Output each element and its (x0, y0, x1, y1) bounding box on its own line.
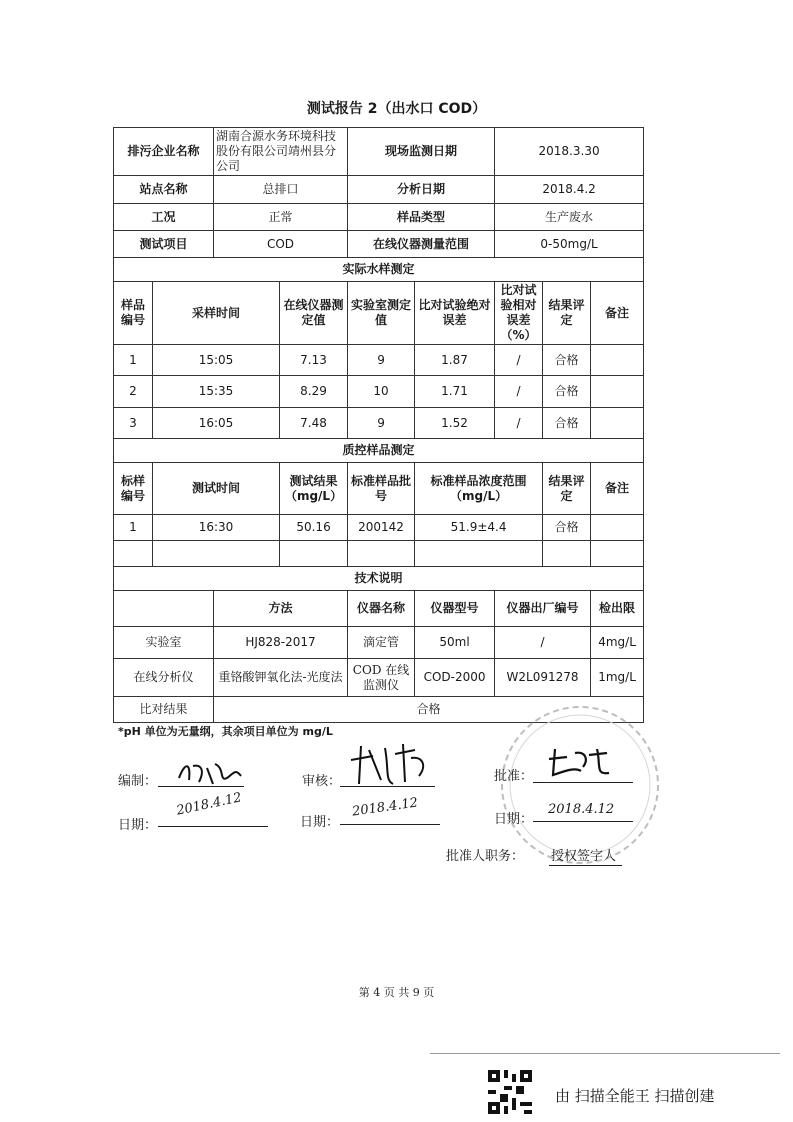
report-table (113, 127, 644, 723)
analysis-date-value: 2018.4.2 (495, 176, 644, 204)
actual-header: 实验室测定值 (348, 282, 415, 345)
cell: 7.48 (280, 408, 348, 439)
page-title: 测试报告 2（出水口 COD） (306, 101, 487, 117)
cell: 15:35 (153, 376, 280, 408)
editor-date: 2018.4.12 (175, 790, 244, 819)
approver-title-value: 授权签字人 (549, 845, 622, 866)
cell: 合格 (543, 376, 591, 408)
cell: 10 (348, 376, 415, 408)
cell: 50ml (415, 627, 495, 659)
cell: 3 (114, 408, 153, 439)
tech-header-empty (114, 591, 214, 627)
tech-header: 仪器型号 (415, 591, 495, 627)
actual-header: 备注 (591, 282, 644, 345)
table-row (114, 345, 644, 376)
qc-header: 备注 (591, 463, 644, 515)
qc-header: 结果评定 (543, 463, 591, 515)
cell: 实验室 (114, 627, 214, 659)
tech-header: 仪器名称 (348, 591, 415, 627)
condition-value: 正常 (214, 204, 348, 231)
cell (591, 376, 644, 408)
site-value: 总排口 (214, 176, 348, 204)
reviewer-signature (345, 740, 435, 788)
scan-watermark: 由 扫描全能王 扫描创建 (555, 1087, 715, 1105)
actual-header: 在线仪器测定值 (280, 282, 348, 345)
qc-header: 标准样品批号 (348, 463, 415, 515)
actual-header: 结果评定 (543, 282, 591, 345)
range-value: 0-50mg/L (495, 231, 644, 258)
cell: / (495, 376, 543, 408)
cell (591, 408, 644, 439)
reviewer-date-label: 日期： (300, 815, 340, 830)
cell: 合格 (543, 408, 591, 439)
cell: 16:05 (153, 408, 280, 439)
approver-label: 批准： (494, 769, 534, 784)
cell: 滴定管 (348, 627, 415, 659)
cell: / (495, 408, 543, 439)
page-number: 第 4 页 共 9 页 (358, 986, 435, 999)
cell: 200142 (348, 515, 415, 541)
actual-header: 样品编号 (114, 282, 153, 345)
tech-section-title: 技术说明 (114, 567, 644, 591)
table-row (114, 515, 644, 541)
sample-type-value: 生产废水 (495, 204, 644, 231)
cell: / (495, 345, 543, 376)
cell: 1 (114, 345, 153, 376)
cell: 1.52 (415, 408, 495, 439)
cell: COD 在线监测仪 (348, 659, 415, 697)
cell: 合格 (214, 697, 644, 723)
qc-section-title: 质控样品测定 (114, 439, 644, 463)
cell: 4mg/L (591, 627, 644, 659)
unit-note: *pH 单位为无量纲，其余项目单位为 mg/L (118, 725, 333, 738)
range-label: 在线仪器测量范围 (348, 231, 495, 258)
cell: 比对结果 (114, 697, 214, 723)
cell: 9 (348, 408, 415, 439)
qc-header: 测试时间 (153, 463, 280, 515)
cell: 重铬酸钾氧化法-光度法 (214, 659, 348, 697)
tech-header: 方法 (214, 591, 348, 627)
editor-date-label: 日期： (118, 818, 158, 833)
cell: 9 (348, 345, 415, 376)
cell: 8.29 (280, 376, 348, 408)
cell: 50.16 (280, 515, 348, 541)
field-date-value: 2018.3.30 (495, 128, 644, 176)
cell (591, 515, 644, 541)
cell (591, 345, 644, 376)
field-date-label: 现场监测日期 (348, 128, 495, 176)
cell: 1.87 (415, 345, 495, 376)
cell: 15:05 (153, 345, 280, 376)
cell: 16:30 (153, 515, 280, 541)
qc-header: 标样编号 (114, 463, 153, 515)
cell: 2 (114, 376, 153, 408)
enterprise-label: 排污企业名称 (114, 128, 214, 176)
table-row-empty (114, 541, 644, 567)
editor-label: 编制： (118, 774, 158, 789)
cell: 在线分析仪 (114, 659, 214, 697)
table-row (114, 408, 644, 439)
tech-header: 检出限 (591, 591, 644, 627)
condition-label: 工况 (114, 204, 214, 231)
cell: 1 (114, 515, 153, 541)
qr-code-icon (488, 1070, 532, 1114)
cell: 合格 (543, 515, 591, 541)
site-label: 站点名称 (114, 176, 214, 204)
table-row (114, 627, 644, 659)
reviewer-label: 审核： (302, 774, 342, 789)
table-row (114, 376, 644, 408)
table-row (114, 659, 644, 697)
cell: COD-2000 (415, 659, 495, 697)
tech-header: 仪器出厂编号 (495, 591, 591, 627)
divider (430, 1053, 780, 1054)
approver-date-label: 日期： (494, 812, 534, 827)
editor-signature (175, 756, 245, 788)
analysis-date-label: 分析日期 (348, 176, 495, 204)
reviewer-date: 2018.4.12 (351, 795, 419, 820)
cell: 51.9±4.4 (415, 515, 543, 541)
cell: W2L091278 (495, 659, 591, 697)
actual-header: 比对试验相对误差（%） (495, 282, 543, 345)
enterprise-value: 湖南合源水务环境科技股份有限公司靖州县分公司 (214, 128, 348, 176)
item-label: 测试项目 (114, 231, 214, 258)
approver-date: 2018.4.12 (548, 802, 615, 817)
qc-header: 测试结果（mg/L） (280, 463, 348, 515)
sample-type-label: 样品类型 (348, 204, 495, 231)
cell: HJ828-2017 (214, 627, 348, 659)
actual-header: 比对试验绝对误差 (415, 282, 495, 345)
qc-header: 标准样品浓度范围（mg/L） (415, 463, 543, 515)
approver-signature (545, 745, 615, 783)
actual-section-title: 实际水样测定 (114, 258, 644, 282)
cell: 合格 (543, 345, 591, 376)
cell: 1.71 (415, 376, 495, 408)
cell: 7.13 (280, 345, 348, 376)
approver-title-label: 批准人职务： (446, 849, 525, 864)
cell: / (495, 627, 591, 659)
cell: 1mg/L (591, 659, 644, 697)
item-value: COD (214, 231, 348, 258)
actual-header: 采样时间 (153, 282, 280, 345)
